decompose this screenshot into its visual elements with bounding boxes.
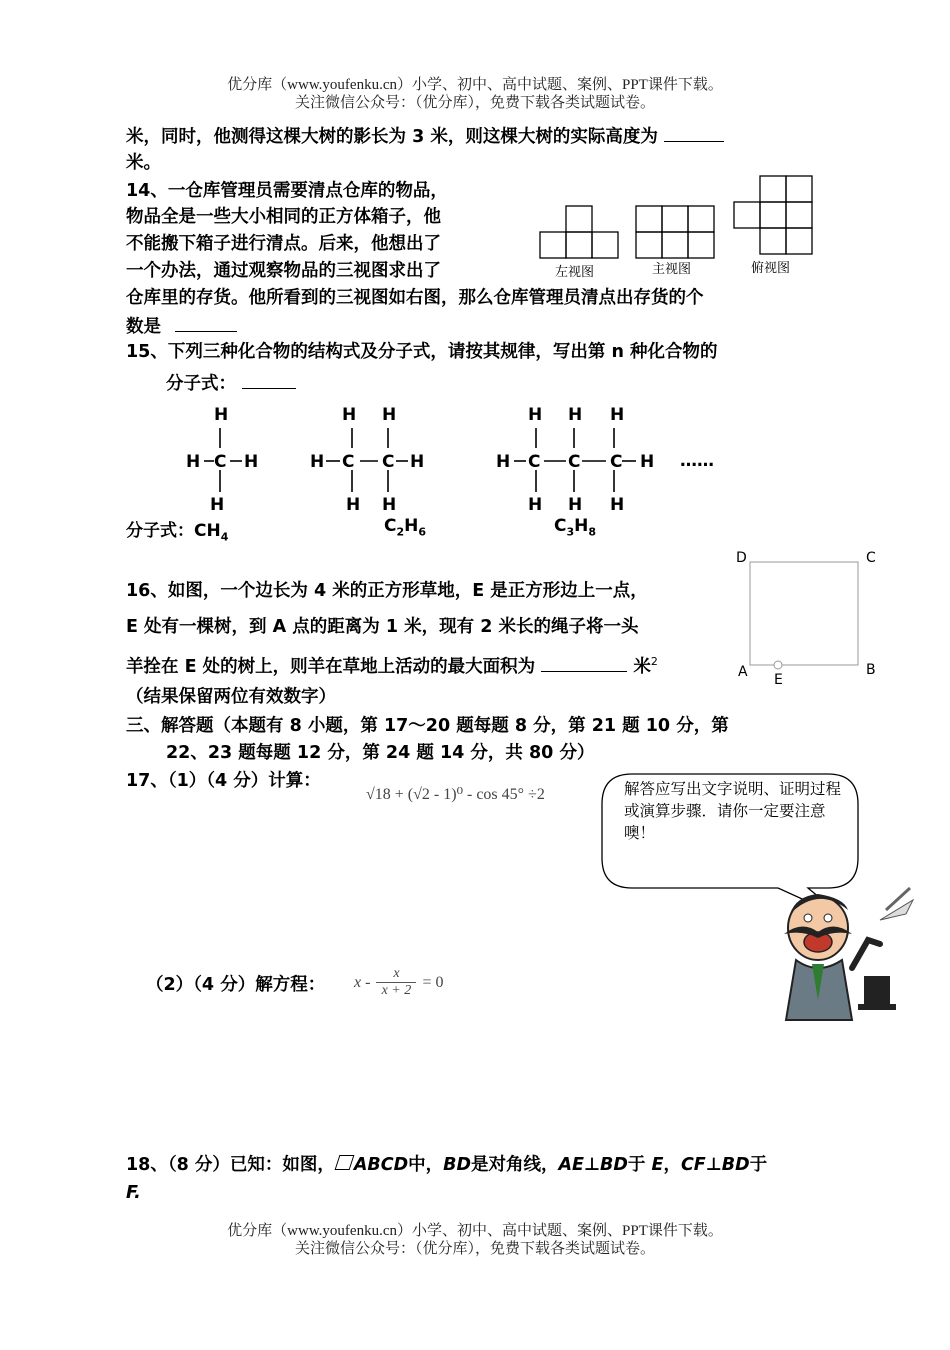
q15-answer-blank[interactable]	[242, 371, 296, 389]
label-b: B	[866, 662, 876, 678]
c2-h-right: H	[410, 452, 425, 472]
formula-c2h6	[384, 516, 426, 538]
eq2-numerator: x	[393, 966, 400, 981]
c2-c-1: C	[342, 452, 355, 472]
q18-perp-2: ⊥	[705, 1155, 722, 1175]
q17-equation-2	[354, 966, 443, 999]
top-view-label: 俯视图	[751, 261, 791, 276]
q18-f: F.	[126, 1183, 141, 1203]
formula-c2h6-h: H	[404, 516, 419, 536]
c3-h-top-1: H	[528, 405, 543, 425]
q18-comma: ，	[663, 1155, 681, 1175]
q18-mid2: 是对角线，	[471, 1155, 559, 1175]
c3-c-1: C	[528, 452, 541, 472]
q18-perp-1: ⊥	[584, 1155, 601, 1175]
q18-line-1	[126, 1154, 767, 1176]
page-header	[0, 76, 950, 112]
q14-answer-blank[interactable]	[175, 314, 237, 332]
formula-ch4: CH	[194, 521, 221, 541]
left-view	[540, 206, 618, 258]
c3-c-3: C	[610, 452, 623, 472]
q13-line-1	[126, 124, 724, 148]
header-line-1: 优分库（www.youfenku.cn）小学、初中、高中试题、案例、PPT课件下载。	[227, 77, 723, 93]
formula-row-label	[126, 516, 228, 543]
q14-line-2: 物品全是一些大小相同的正方体箱子，他	[126, 207, 441, 227]
page-footer	[0, 1222, 950, 1258]
c3-h-bottom-1: H	[528, 495, 543, 514]
eq2-rhs: = 0	[422, 973, 444, 991]
section3-line-1: 三、解答题（本题有 8 小题，第 17～20 题每题 8 分，第 21 题 10 分，第	[126, 716, 729, 736]
label-a: A	[738, 664, 748, 680]
footer-line-2: 关注微信公众号：（优分库），免费下载各类试题试卷。	[294, 1241, 655, 1257]
formula-c3h8-h: H	[574, 516, 589, 536]
eq2-fraction	[376, 966, 416, 999]
parallelogram-symbol-icon	[334, 1155, 354, 1170]
three-views-diagram	[538, 172, 818, 284]
q16-answer-blank[interactable]	[541, 654, 627, 672]
q14-line-4: 一个办法，通过观察物品的三视图求出了	[126, 261, 441, 281]
c2-h-bottom-1: H	[346, 495, 361, 514]
q17-part2-label: （2）（4 分）解方程：	[146, 975, 326, 995]
formula-ch4-sub: 4	[220, 530, 229, 544]
c3-h-left: H	[496, 452, 511, 472]
formula-c2h6-sub1: 2	[396, 525, 405, 539]
c3-c-2: C	[568, 452, 581, 472]
c2-h-left: H	[310, 452, 325, 472]
formula-c3h8-sub1: 3	[566, 525, 575, 539]
c3-h-top-2: H	[568, 405, 583, 425]
q18-bd-2: BD	[600, 1155, 628, 1175]
q18-line-2	[126, 1182, 141, 1204]
q13-answer-blank[interactable]	[664, 124, 724, 142]
q14-line-1: 14、一仓库管理员需要清点仓库的物品，	[126, 181, 448, 201]
ellipsis: ……	[680, 451, 714, 471]
formula-c3h8-sub2: 8	[588, 525, 597, 539]
c3-h-bottom-2: H	[568, 495, 583, 514]
formula-c3h8	[554, 516, 596, 538]
c2-h-top-2: H	[382, 405, 397, 425]
q17-expression-1: √18 + (√2 - 1)⁰ - cos 45° ÷2	[366, 786, 545, 803]
q14-text-end: 数是	[126, 317, 161, 337]
q16-line-4: （结果保留两位有效数字）	[126, 687, 336, 707]
q17-part1-label: 17、（1）（4 分）计算：	[126, 771, 321, 791]
c3-h-bottom-3: H	[610, 495, 625, 514]
q18-mid1: 中，	[408, 1155, 444, 1175]
q16-text: 羊拴在 E 处的树上，则羊在草地上活动的最大面积为	[126, 656, 536, 677]
formula-c3h8-c: C	[554, 516, 567, 536]
c1-h-right: H	[244, 452, 259, 472]
top-view	[734, 176, 812, 254]
q18-bd: BD	[443, 1155, 472, 1175]
c1-c: C	[214, 452, 227, 472]
c1-h-left: H	[186, 452, 201, 472]
left-view-label: 左视图	[555, 265, 595, 280]
structural-formulas	[180, 404, 740, 514]
header-line-2: 关注微信公众号：（优分库），免费下载各类试题试卷。	[294, 95, 655, 111]
q14-line-3: 不能搬下箱子进行清点。后来，他想出了	[126, 234, 441, 254]
c2-h-top-1: H	[342, 405, 357, 425]
bubble-text: 解答应写出文字说明、证明过程或演算步骤．请你一定要注意噢！	[624, 780, 842, 842]
q18-bd-3: BD	[721, 1155, 750, 1175]
q14-line-5: 仓库里的存货。他所看到的三视图如右图，那么仓库管理员清点出存货的个	[126, 288, 704, 308]
label-d: D	[736, 550, 747, 566]
q16-unit: 米	[633, 656, 651, 677]
square-diagram	[730, 546, 880, 686]
cartoon-man-illustration	[768, 880, 918, 1030]
q16-line-2: E 处有一棵树，到 A 点的距离为 1 米，现有 2 米长的绳子将一头	[126, 617, 639, 637]
q13-text: 米，同时，他测得这棵大树的影长为 3 米，则这棵大树的实际高度为	[126, 127, 658, 147]
formula-c2h6-sub2: 6	[418, 525, 427, 539]
formula-c2h6-c: C	[384, 516, 397, 536]
c1-h-bottom: H	[210, 495, 225, 514]
label-e: E	[774, 672, 783, 686]
q15-prompt: 分子式：	[166, 374, 236, 394]
q15-line-1: 15、下列三种化合物的结构式及分子式，请按其规律，写出第 n 种化合物的	[126, 342, 718, 362]
q18-ae: AE	[558, 1155, 585, 1175]
q18-prefix: 18、（8 分）已知：如图，	[126, 1155, 335, 1175]
label-c: C	[866, 550, 876, 566]
point-e-marker	[774, 661, 782, 669]
q18-mid4: 于	[749, 1155, 768, 1175]
q18-e: E	[651, 1155, 664, 1175]
q18-mid3: 于	[627, 1155, 646, 1175]
c3-h-right: H	[640, 452, 655, 472]
c2-c-2: C	[382, 452, 395, 472]
c2-h-bottom-2: H	[382, 495, 397, 514]
q18-cf: CF	[680, 1155, 706, 1175]
c3-h-top-3: H	[610, 405, 625, 425]
q14-line-6	[126, 314, 237, 338]
footer-line-1: 优分库（www.youfenku.cn）小学、初中、高中试题、案例、PPT课件下载。	[227, 1223, 723, 1239]
eq2-lhs: x -	[354, 973, 371, 991]
c1-h-top: H	[214, 405, 229, 425]
q15-line-2	[166, 371, 296, 395]
q13-line-2: 米。	[126, 153, 161, 173]
q16-unit-sup: 2	[650, 655, 658, 668]
formula-label: 分子式：	[126, 521, 194, 541]
front-view	[636, 206, 714, 258]
q18-abcd: ABCD	[353, 1155, 409, 1175]
section3-line-2: 22、23 题每题 12 分，第 24 题 14 分，共 80 分）	[166, 743, 595, 763]
q16-line-1: 16、如图，一个边长为 4 米的正方形草地，E 是正方形边上一点，	[126, 581, 648, 601]
eq2-denominator: x + 2	[381, 983, 412, 998]
front-view-label: 主视图	[652, 262, 692, 277]
q16-line-3	[126, 651, 658, 678]
